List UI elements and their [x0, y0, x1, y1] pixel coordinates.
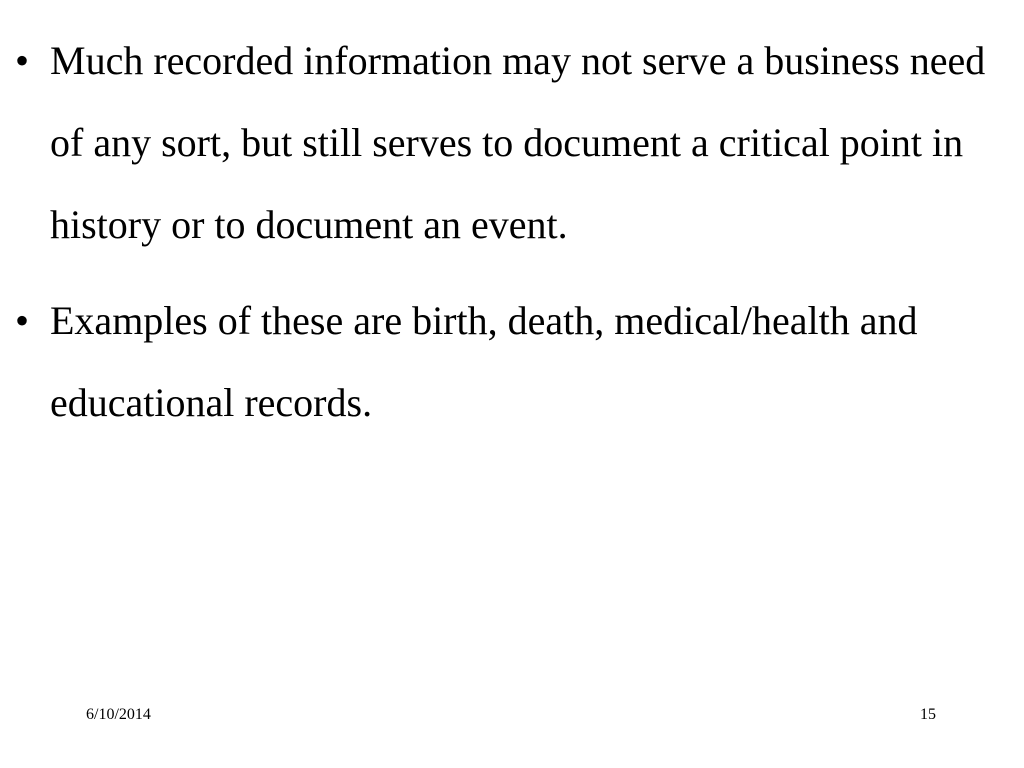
bullet-text: Examples of these are birth, death, medical/health and educational records. [50, 298, 918, 425]
bullet-item-2 [12, 280, 1012, 444]
bullet-text: Much recorded information may not serve a business need of any sort, but still serves to document a critical point in history or to document an event. [50, 38, 986, 247]
bullet-list [12, 20, 1012, 458]
bullet-marker-icon: • [14, 38, 29, 83]
page-number: 15 [920, 706, 936, 723]
bullet-item-1 [12, 20, 1012, 266]
footer-date: 6/10/2014 [86, 706, 151, 723]
bullet-marker-icon: • [14, 298, 29, 343]
